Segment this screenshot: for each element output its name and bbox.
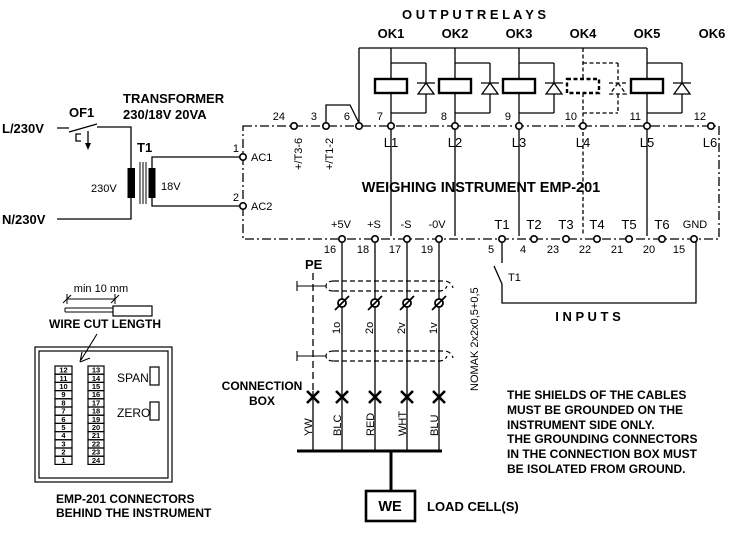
terminal-number: 11 [629,111,641,123]
terminal-number: 20 [642,244,656,256]
terminal-10 [580,123,586,129]
note-line: INSTRUMENT SIDE ONLY. [507,418,655,432]
supply-tag: +/T3-6 [293,137,305,170]
terminal-number: 18 [356,244,370,256]
terminal-number: 12 [693,111,706,123]
zero-trimmer-label: ZERO [117,406,151,420]
pin-number: 5 [61,423,66,432]
grounding-connectors [335,296,446,310]
terminal-21 [626,236,632,242]
note-line: MUST BE GROUNDED ON THE [507,403,684,417]
inputs-title: I N P U T S [555,309,621,324]
terminal-number: 19 [420,244,434,256]
zero-trimmer-icon [150,402,159,420]
relay-coil-icon [503,79,535,93]
terminal-19 [436,236,442,242]
transformer-primary-coil [128,168,136,198]
breaker-trip-icon [76,131,88,144]
secondary-voltage: 18V [161,181,181,193]
terminal-name: T6 [654,217,670,232]
terminal-number: 9 [504,111,511,123]
line-wire [57,124,131,168]
breaker-label: OF1 [69,105,95,120]
pin-number: 7 [61,406,66,416]
pin-number: 11 [59,373,68,383]
wire-insulation-icon [113,306,152,316]
terminal-20 [659,236,665,242]
pin-number: 2 [61,447,66,457]
terminal-number: 16 [323,244,337,256]
pin-number: 20 [91,423,101,432]
terminal-number: 7 [376,111,383,123]
pin-number: 18 [91,406,101,416]
load-cell-box-label: WE [378,499,402,515]
transformer-title-1: TRANSFORMER [123,91,225,106]
terminal-12 [708,123,714,129]
relay-coil-icon [439,79,471,93]
breaker-arrow-icon [85,143,91,150]
terminal-22 [594,236,600,242]
connection-box-label-2: BOX [248,394,276,408]
connection-box-label-1: CONNECTION [221,379,303,393]
relay-line-label: L6 [702,135,718,150]
neutral-label: N/230V [2,212,46,227]
panel-caption-2: BEHIND THE INSTRUMENT [56,506,212,520]
wire-color-label: BLU [429,414,441,436]
cable-shield-icon [326,351,453,361]
dimension-label: min 10 mm [73,283,129,295]
wire-color-label: RED [365,412,377,436]
note-line: BE ISOLATED FROM GROUND. [507,462,686,476]
output-relays-title: O U T P U T R E L A Y S [402,7,546,22]
neutral-wire [57,198,131,219]
pin-number: 15 [91,382,101,391]
terminal-name: -0V [428,219,446,231]
relay-name: OK1 [377,26,405,41]
terminal-number: 5 [487,244,495,256]
relay-coil-icon [567,79,599,93]
terminal-number: 1 [232,143,239,155]
pin-number: 3 [61,439,66,449]
pin-number: 14 [91,373,101,383]
pin-number: 8 [61,398,66,408]
pointer-arrow-icon [80,334,97,362]
transformer-core-icon [140,162,146,204]
note-line: THE GROUNDING CONNECTORS [507,432,698,446]
terminal-name: GND [682,219,708,231]
power-supply-section [2,91,240,227]
wire-color-label: WHT [397,410,409,436]
terminal-number: 21 [610,244,624,256]
output-relays-section [273,7,726,236]
dimension-line [63,294,119,304]
terminal-11 [644,123,650,129]
terminal-number: 22 [578,244,592,256]
pe-label: PE [305,257,323,272]
transformer-ref: T1 [137,140,153,155]
relay-line-label: L5 [639,135,655,150]
wire-color-label: BLC [332,414,344,436]
relay-coil-icon [631,79,663,93]
terminal-5 [499,236,505,242]
terminal-number: 17 [388,244,402,256]
transformer-secondary-coil [149,168,156,198]
terminal-number: 4 [519,244,527,256]
terminal-number: 15 [672,244,686,256]
pin-number: 17 [91,398,101,408]
relay-line-label: L3 [511,135,527,150]
terminal-7 [388,123,394,129]
pair-label: 1o [331,321,343,334]
terminal-name: T5 [621,217,637,232]
terminal-number: 2 [232,192,239,204]
pair-label: 2o [364,321,376,334]
transformer-title-2: 230/18V 20VA [123,107,207,122]
terminal-number: 3 [310,111,317,123]
terminal-23 [563,236,569,242]
pin-number: 4 [61,431,66,441]
terminal-15 [691,236,697,242]
load-cell-label: LOAD CELL(S) [427,499,519,514]
relay-name: OK4 [569,26,597,41]
terminal-name: AC1 [251,152,273,164]
span-trimmer-icon [150,367,159,385]
pin-number: 19 [91,414,101,424]
terminal-24 [291,123,297,129]
terminal-number: 8 [440,111,447,123]
terminal-name: T1 [494,217,510,232]
pin-number: 6 [61,414,66,424]
load-cell-bus [297,451,442,491]
terminal-9 [516,123,522,129]
terminal-name: T4 [589,217,605,232]
pin-number: 1 [61,455,66,465]
relay-line-label: L2 [447,135,463,150]
relay-line-label: L1 [383,135,399,150]
terminal-name: AC2 [251,201,273,213]
instrument-title: WEIGHING INSTRUMENT EMP-201 [361,180,601,196]
terminal-name: +5V [331,219,351,231]
pin-number: 16 [91,390,101,400]
relay-name: OK2 [441,26,469,41]
shield-pe-tap [297,281,326,291]
pin-number: 12 [59,365,68,375]
relay-name: OK3 [505,26,533,41]
terminal-name: -S [400,219,412,231]
terminal-name: T3 [558,217,574,232]
terminal-name: T2 [526,217,542,232]
wire-color-label: YW [303,418,315,436]
terminal-8 [452,123,458,129]
primary-voltage: 230V [91,183,117,195]
terminal-1-ac1 [240,154,246,160]
cable-type-label: NOMAK 2x2x0,5+0,5 [469,287,481,391]
panel-right-column [88,366,104,465]
panel-caption-1: EMP-201 CONNECTORS [56,492,195,506]
terminal-18 [372,236,378,242]
pin-number: 13 [91,365,101,375]
span-trimmer-label: SPAN [117,371,149,385]
terminal-number: 10 [564,111,577,123]
terminal-17 [404,236,410,242]
line-label: L/230V [2,121,44,136]
relay-supply-jumper [326,48,359,123]
pin-number: 10 [59,382,68,391]
relay-line-label: L4 [575,135,591,150]
signal-wires [342,242,439,450]
terminal-16 [339,236,345,242]
terminal-name: +S [367,219,381,231]
pin-number: 21 [91,431,101,441]
cable-shield-icon [326,281,453,291]
relay-name: OK6 [698,26,726,41]
panel-left-column [55,366,72,465]
pin-number: 9 [61,390,66,400]
pair-label: 2v [396,322,408,334]
terminal-number: 23 [546,244,560,256]
connection-box-terminals [307,391,445,403]
pair-label: 1v [428,322,440,334]
shield-pe-tap [297,351,326,361]
pin-number: 22 [91,439,101,449]
note-line: IN THE CONNECTION BOX MUST [507,447,698,461]
terminal-number: 24 [272,111,285,123]
connector-panel [35,283,212,520]
terminal-3 [323,123,329,129]
relay-name: OK5 [633,26,661,41]
notes [507,388,698,476]
pin-number: 23 [91,447,101,457]
stripped-wire-icon [65,308,113,312]
input-switch-label: T1 [508,272,521,284]
terminal-6 [356,123,362,129]
pin-number: 24 [91,455,101,465]
wire-cut-label: WIRE CUT LENGTH [49,317,161,331]
relay-coil-icon [375,79,407,93]
terminal-number: 6 [343,111,350,123]
load-cell-cable-section [222,242,519,521]
note-line: THE SHIELDS OF THE CABLES [507,388,687,402]
terminal-2-ac2 [240,203,246,209]
supply-tag: +/T1-2 [324,137,336,170]
terminal-4 [531,236,537,242]
